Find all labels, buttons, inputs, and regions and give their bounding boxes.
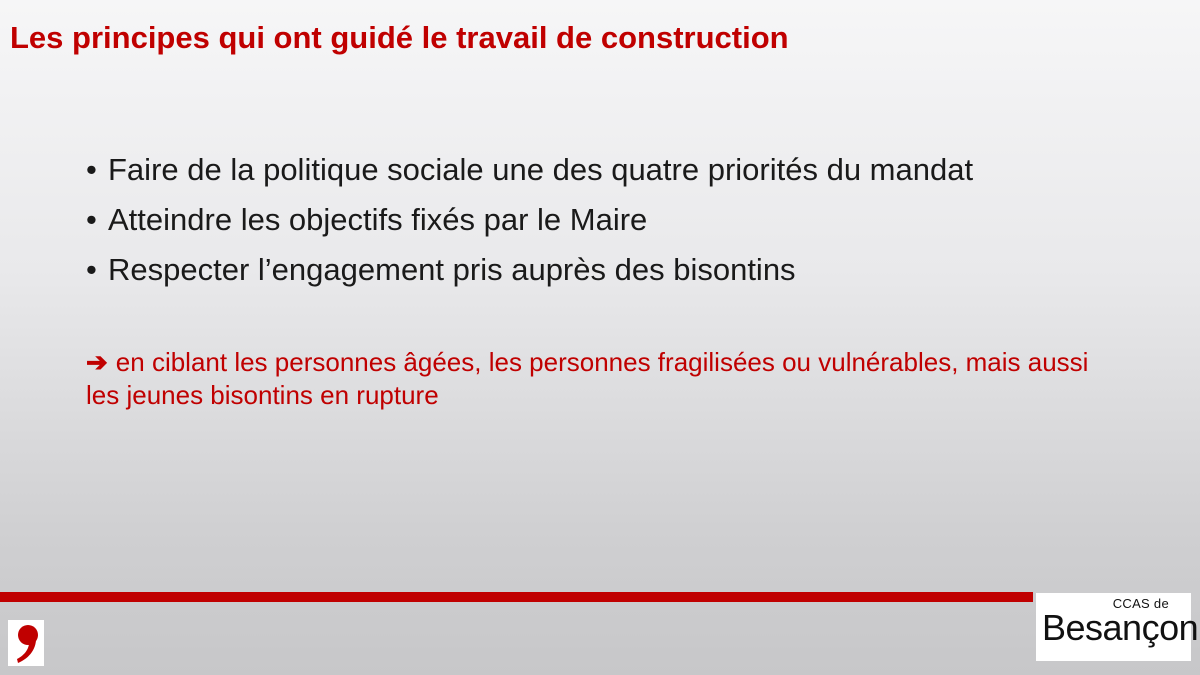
slide-title: Les principes qui ont guidé le travail de construction	[10, 20, 789, 55]
bullet-item	[86, 198, 973, 248]
conclusion-note	[86, 346, 1116, 412]
logo-small-text: CCAS de	[1112, 596, 1169, 611]
bullet-list	[86, 148, 973, 298]
arrow-right-icon: ➔	[86, 347, 108, 377]
bullet-text: Faire de la politique sociale une des quatre priorités du mandat	[108, 152, 974, 187]
footer-red-bar	[0, 592, 1033, 602]
ccas-besancon-logo	[1036, 593, 1199, 661]
bullet-dot: •	[86, 152, 97, 187]
bullet-item	[86, 148, 973, 198]
conclusion-text: en ciblant les personnes âgées, les personnes fragilisées ou vulnérables, mais aussi les jeunes bisontins en rupture	[86, 347, 1089, 410]
logo-big-text: Besançon	[1042, 607, 1199, 648]
red-comma-icon	[6, 618, 46, 668]
bullet-text: Respecter l’engagement pris auprès des bisontins	[108, 252, 796, 287]
bullet-dot: •	[86, 202, 97, 237]
bullet-text: Atteindre les objectifs fixés par le Maire	[108, 202, 648, 237]
bullet-dot: •	[86, 252, 97, 287]
bullet-item	[86, 248, 973, 298]
